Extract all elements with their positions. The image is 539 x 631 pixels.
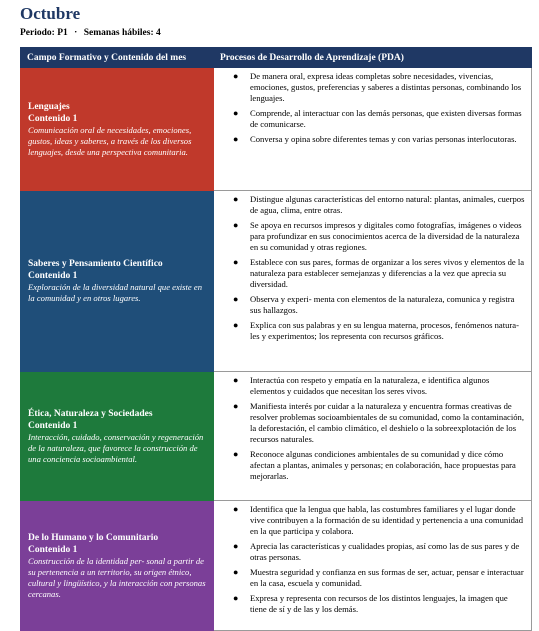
field-name: Lenguajes [28,101,70,112]
pda-item: ● Comprende, al interactuar con las demás personas, que existen diversas formas de comunicarse. [233,108,522,129]
table-row [21,501,532,631]
pda-item: ● Aprecia las características y cualidades propias, así como las de sus pares y de otras personas. [233,541,520,562]
table-row [21,68,532,191]
bullet-icon: ● [233,220,239,230]
field-cell [21,191,214,372]
pda-item: ● Muestra seguridad y confianza en sus formas de ser, actuar, pensar e interactuar en la casa, escuela y comunidad. [233,567,524,588]
content-description: Interacción, cuidado, conservación y regeneración de la naturaleza, que favorece la construcción de una conciencia socioambiental. [28,431,204,464]
bullet-icon: ● [233,134,239,144]
pda-list [214,191,531,348]
pda-item: ● De manera oral, expresa ideas completas sobre necesidades, vivencias, emociones, gustos, preferencias y saberes a distintas personas, combinando los lenguajes. [233,71,522,103]
pda-cell [214,372,532,501]
pda-item: ● Interactúa con respeto y empatía en la naturaleza, e identifica algunos elementos y cuidados que necesitan los seres vivos. [233,375,490,396]
bullet-icon: ● [233,71,239,81]
field-cell [21,372,214,501]
table-row [21,372,532,501]
content-description: Comunicación oral de necesidades, emociones, gustos, ideas y saberes, a través de los diversos lenguajes, desde una perspectiva comunitaria. [28,124,192,157]
weeks-label: Semanas hábiles: 4 [83,28,161,38]
bullet-icon: ● [233,108,239,118]
bullet-icon: ● [233,593,239,603]
content-label: Contenido 1 [28,271,78,281]
field-name: Ética, Naturaleza y Sociedades [28,408,153,419]
table-row [21,191,532,372]
pda-item: ● Manifiesta interés por cuidar a la naturaleza y encuentra formas creativas de resolver problemas socioambientales de su comunidad, como la contaminación, la deforestación, el cambio climático, el deshielo o la sobreexplotación de los recursos naturales. [233,401,524,444]
table-header-row [21,48,532,68]
separator: · [74,28,78,38]
pda-item: ● Expresa y representa con recursos de los distintos lenguajes, la imagen que tiene de sí y de las y los demás. [233,593,508,614]
bullet-icon: ● [233,567,239,577]
content-description: Exploración de la diversidad natural que existe en la comunidad y en otros lugares. [28,282,202,303]
bullet-icon: ● [233,294,239,304]
period-label: Periodo: P1 [20,28,68,38]
planning-table [20,47,532,631]
pda-item: ● Establece con sus pares, formas de organizar a los seres vivos y elementos de la naturaleza para establecer semejanzas y diferencias a la vez que aprecia su diversidad. [233,257,525,289]
col-header-field: Campo Formativo y Contenido del mes [21,48,214,68]
bullet-icon: ● [233,401,239,411]
pda-cell [214,501,532,631]
pda-cell [214,68,532,191]
field-cell [21,68,214,191]
pda-item: ● Reconoce algunas condiciones ambientales de su comunidad y dice cómo afectan a plantas, animales y personas; en colaboración, hace propuestas para mejorarlas. [233,449,516,481]
bullet-icon: ● [233,375,239,385]
content-description: Construcción de la identidad per- sonal a partir de su pertenencia a un territorio, su origen étnico, cultural y lingüístico, y la interacción con personas cercanas. [28,555,206,599]
col-header-pda: Procesos de Desarrollo de Aprendizaje (PDA) [214,48,532,68]
pda-list [214,501,531,621]
content-label: Contenido 1 [28,113,78,124]
bullet-icon: ● [233,320,239,330]
pda-item: ● Explica con sus palabras y en su lengua materna, procesos, fenómenos natura- les y experimentos; los representa con recursos gráficos. [233,320,519,341]
bullet-icon: ● [233,504,239,514]
pda-item: ● Observa y experi- menta con elementos de la naturaleza, comunica y registra sus hallazgos. [233,294,515,315]
pda-item: ● Se apoya en recursos impresos y digitales como fotografías, imágenes o videos para profundizar en sus conocimientos acerca de la diversidad de la naturaleza en su comunidad y otras regiones. [233,220,522,252]
pda-item: ● Identifica que la lengua que habla, las costumbres familiares y el lugar donde vive contribuyen a la formación de su identidad y pertenencia a una comunidad en la que participa y colabora. [233,504,523,536]
pda-list [214,68,531,151]
bullet-icon: ● [233,194,239,204]
page-title: Octubre [20,4,81,23]
pda-cell [214,191,532,372]
pda-item: ● Conversa y opina sobre diferentes temas y con varias personas interlocutoras. [233,134,517,144]
content-label: Contenido 1 [28,544,78,555]
bullet-icon: ● [233,257,239,267]
content-label: Contenido 1 [28,420,78,431]
bullet-icon: ● [233,449,239,459]
field-name: De lo Humano y lo Comunitario [28,532,159,543]
field-name: Saberes y Pensamiento Científico [28,259,163,269]
pda-list [214,372,531,488]
field-cell [21,501,214,631]
bullet-icon: ● [233,541,239,551]
period-line [20,28,161,38]
pda-item: ● Distingue algunas características del entorno natural: plantas, animales, cuerpos de agua, clima, entre otras. [233,194,525,215]
